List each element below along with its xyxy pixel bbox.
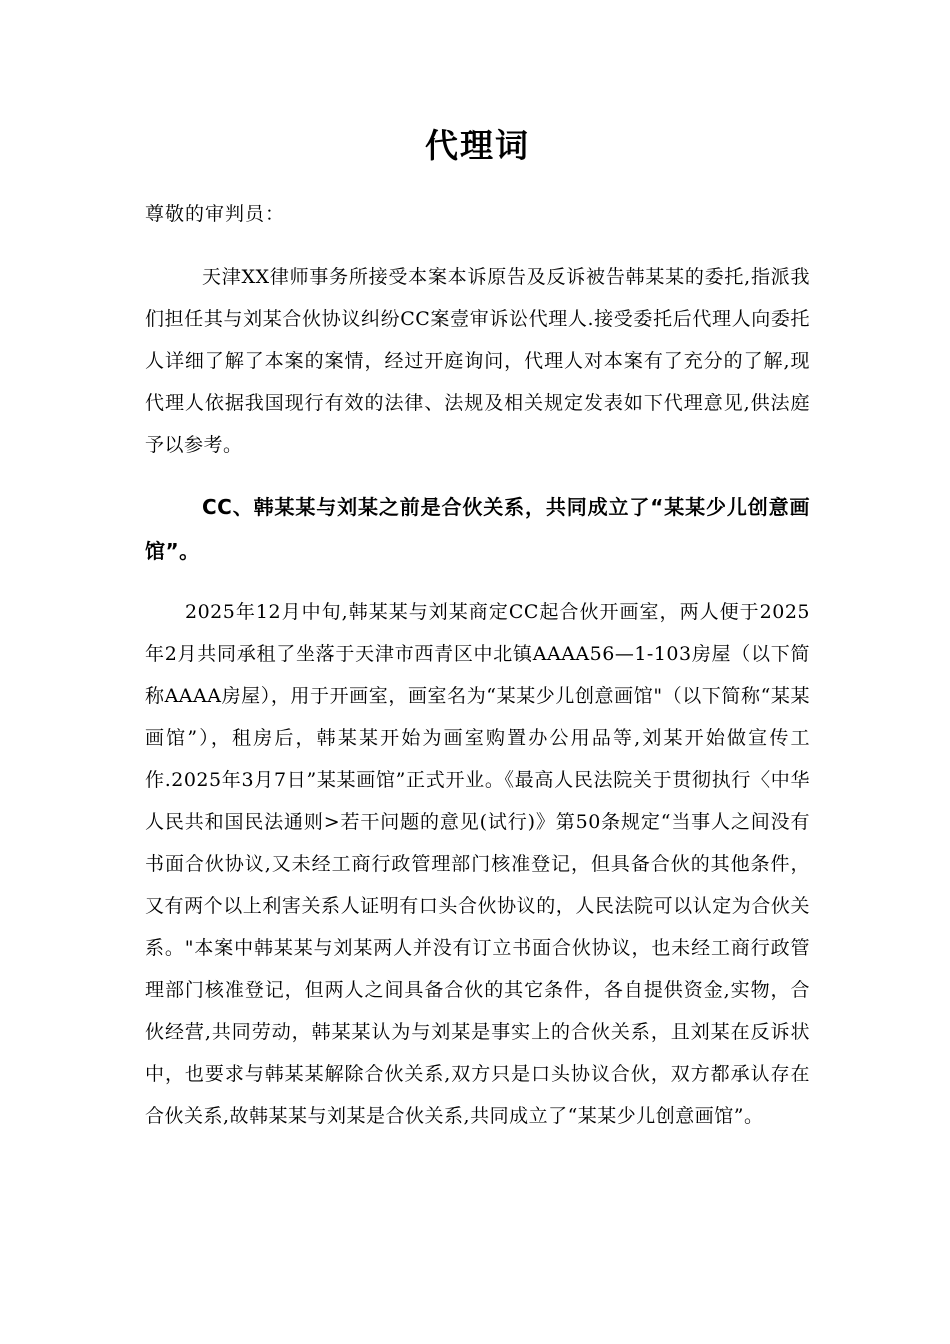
salutation: 尊敬的审判员： <box>145 203 286 225</box>
document-title: 代理词 <box>425 126 530 165</box>
paragraph-body: 2025年12月中旬,韩某某与刘某商定CC起合伙开画室，两人便于2025年2月共同承租了坐落于天津市西青区中北镇AAAA56—1-103房屋（以下简称AAAA房屋），用于开画室，画室名为“某某少儿创意画馆"（以下简称“某某画馆”），租房后，韩某某开始为画室购置办公用品等,刘某开始做宣传工作.2025年3月7日”某某画馆”正式开业。《最高人民法院关于贯彻执行〈中华人民共和国民法通则>若干问题的意见(试行)》第50条规定“当事人之间没有书面合伙协议,又未经工商行政管理部门核准登记，但具备合伙的其他条件，又有两个以上利害关系人证明有口头合伙协议的，人民法院可以认定为合伙关系。"本案中韩某某与刘某两人并没有订立书面合伙协议，也未经工商行政管理部门核准登记，但两人之间具备合伙的其它条件，各自提供资金,实物，合伙经营,共同劳动，韩某某认为与刘某是事实上的合伙关系，且刘某在反诉状中，也要求与韩某某解除合伙关系,双方只是口头协议合伙，双方都承认存在合伙关系,故韩某某与刘某是合伙关系,共同成立了“某某少儿创意画馆”。 <box>145 601 810 1127</box>
section-heading: CC、韩某某与刘某之前是合伙关系，共同成立了“某某少儿创意画馆”。 <box>145 495 810 563</box>
paragraph-intro: 天津XX律师事务所接受本案本诉原告及反诉被告韩某某的委托,指派我们担任其与刘某合伙协议纠纷CC案壹审诉讼代理人.接受委托后代理人向委托人详细了解了本案的案情，经过开庭询问，代理人对本案有了充分的了解,现代理人依据我国现行有效的法律、法规及相关规定发表如下代理意见,供法庭予以参考。 <box>145 266 810 456</box>
